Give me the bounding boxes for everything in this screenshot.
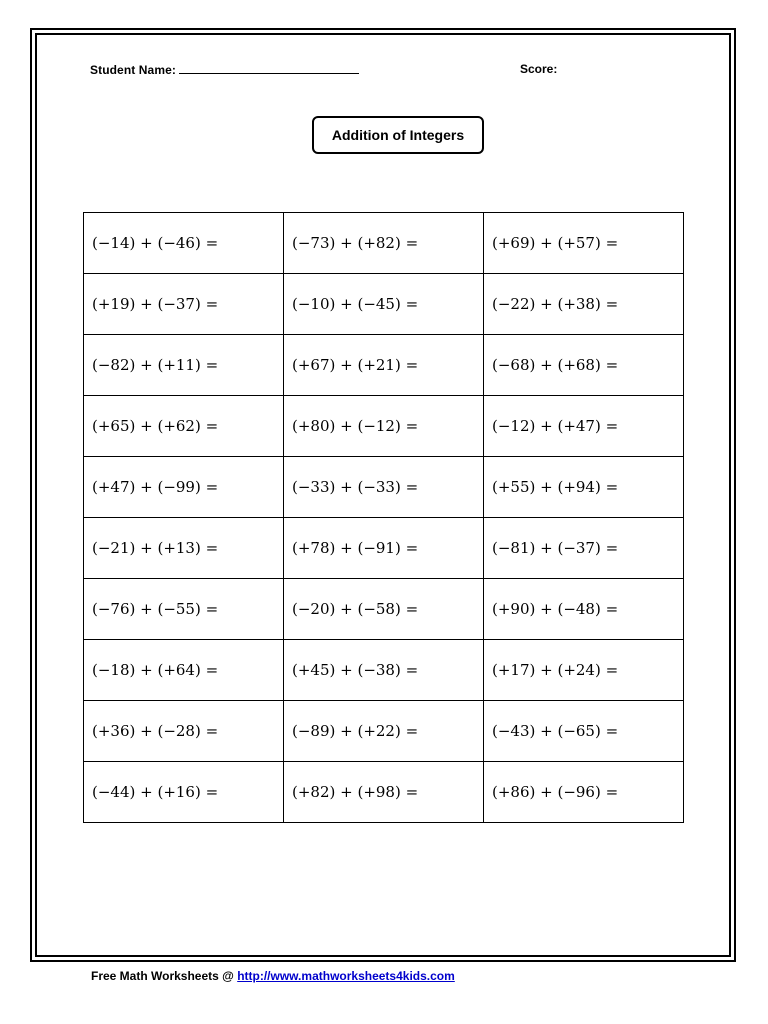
problem-table bbox=[83, 212, 684, 823]
problem-row bbox=[84, 457, 684, 518]
problem-row bbox=[84, 518, 684, 579]
problem-cell: (+45) + (−38) = bbox=[284, 640, 484, 701]
problem-cell: (−12) + (+47) = bbox=[484, 396, 684, 457]
problem-cell: (+47) + (−99) = bbox=[84, 457, 284, 518]
problem-cell: (−82) + (+11) = bbox=[84, 335, 284, 396]
problem-cell: (−21) + (+13) = bbox=[84, 518, 284, 579]
problem-cell: (+86) + (−96) = bbox=[484, 762, 684, 823]
problem-row bbox=[84, 335, 684, 396]
worksheet-title: Addition of Integers bbox=[312, 116, 484, 154]
problem-cell: (+78) + (−91) = bbox=[284, 518, 484, 579]
problem-cell: (+17) + (+24) = bbox=[484, 640, 684, 701]
student-name-blank[interactable] bbox=[179, 62, 359, 74]
problem-cell: (−81) + (−37) = bbox=[484, 518, 684, 579]
problem-row bbox=[84, 640, 684, 701]
problem-cell: (+82) + (+98) = bbox=[284, 762, 484, 823]
footer-text: Free Math Worksheets @ bbox=[91, 969, 238, 983]
problem-cell: (+69) + (+57) = bbox=[484, 213, 684, 274]
problem-row bbox=[84, 274, 684, 335]
footer bbox=[91, 969, 455, 983]
problem-cell: (−68) + (+68) = bbox=[484, 335, 684, 396]
problem-cell: (−33) + (−33) = bbox=[284, 457, 484, 518]
problem-row bbox=[84, 579, 684, 640]
problem-cell: (−89) + (+22) = bbox=[284, 701, 484, 762]
problem-cell: (−73) + (+82) = bbox=[284, 213, 484, 274]
problem-row bbox=[84, 213, 684, 274]
problem-cell: (+90) + (−48) = bbox=[484, 579, 684, 640]
score-label: Score: bbox=[520, 62, 558, 76]
problem-row bbox=[84, 762, 684, 823]
problem-cell: (+19) + (−37) = bbox=[84, 274, 284, 335]
problem-cell: (−22) + (+38) = bbox=[484, 274, 684, 335]
problem-cell: (+80) + (−12) = bbox=[284, 396, 484, 457]
student-name-field bbox=[90, 62, 359, 77]
problem-cell: (+36) + (−28) = bbox=[84, 701, 284, 762]
footer-link[interactable]: http://www.mathworksheets4kids.com bbox=[237, 969, 455, 983]
problem-cell: (−18) + (+64) = bbox=[84, 640, 284, 701]
problem-cell: (−76) + (−55) = bbox=[84, 579, 284, 640]
problem-cell: (−20) + (−58) = bbox=[284, 579, 484, 640]
problem-cell: (+65) + (+62) = bbox=[84, 396, 284, 457]
problem-cell: (−10) + (−45) = bbox=[284, 274, 484, 335]
student-name-label: Student Name: bbox=[90, 63, 176, 77]
problem-row bbox=[84, 396, 684, 457]
problem-cell: (−43) + (−65) = bbox=[484, 701, 684, 762]
problem-cell: (+55) + (+94) = bbox=[484, 457, 684, 518]
problem-cell: (+67) + (+21) = bbox=[284, 335, 484, 396]
problem-cell: (−14) + (−46) = bbox=[84, 213, 284, 274]
problem-cell: (−44) + (+16) = bbox=[84, 762, 284, 823]
problem-row bbox=[84, 701, 684, 762]
